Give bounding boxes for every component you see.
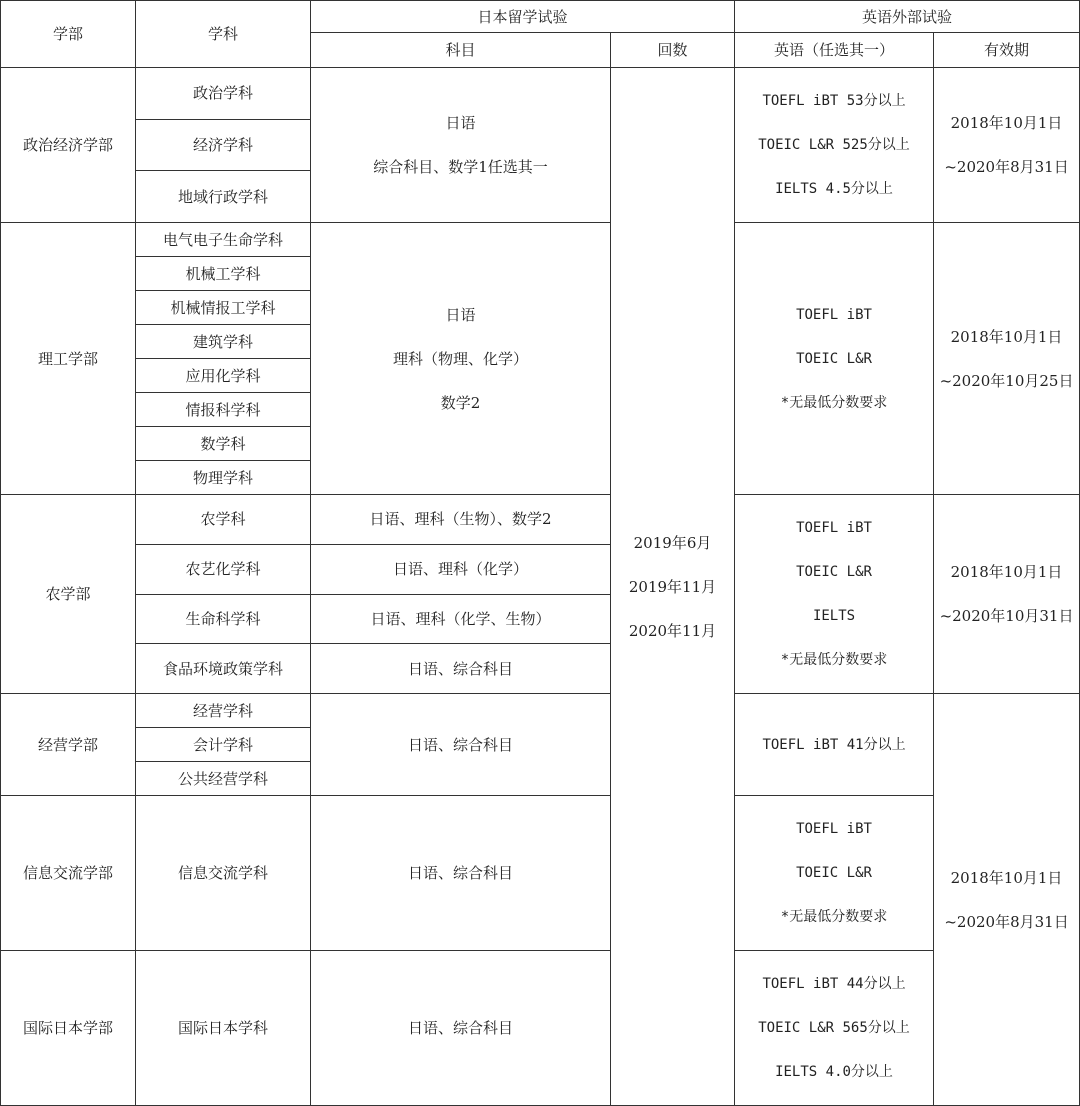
faculty-cell: 国际日本学部 — [1, 951, 136, 1106]
subjects-cell: 日语、综合科目 — [311, 644, 611, 694]
department-cell: 数学科 — [136, 427, 311, 461]
validity-cell — [934, 223, 1080, 495]
validity-line: ~2020年10月25日 — [939, 371, 1074, 390]
faculty-cell: 信息交流学部 — [1, 796, 136, 951]
sessions-cell — [611, 68, 735, 1106]
validity-line: 2018年10月1日 — [950, 327, 1063, 346]
department-cell: 电气电子生命学科 — [136, 223, 311, 257]
english-line: TOEFL iBT — [796, 520, 872, 536]
english-line: TOEFL iBT — [796, 821, 872, 837]
department-cell: 政治学科 — [136, 68, 311, 120]
faculty-cell: 政治经济学部 — [1, 68, 136, 223]
subjects-cell: 日语、理科（化学、生物） — [311, 594, 611, 644]
department-cell: 信息交流学科 — [136, 796, 311, 951]
department-cell: 国际日本学科 — [136, 951, 311, 1106]
header-department: 学科 — [136, 1, 311, 68]
header-english-test: 英语（任选其一） — [735, 33, 934, 68]
faculty-cell: 农学部 — [1, 495, 136, 694]
header-faculty: 学部 — [1, 1, 136, 68]
english-line: *无最低分数要求 — [780, 909, 888, 925]
english-line: IELTS 4.5分以上 — [775, 181, 893, 197]
department-cell: 物理学科 — [136, 461, 311, 495]
english-requirement-cell — [735, 796, 934, 951]
header-eju-subjects: 科目 — [311, 33, 611, 68]
validity-line: 2018年10月1日 — [950, 114, 1063, 132]
faculty-cell: 理工学部 — [1, 223, 136, 495]
subjects-line: 日语 — [445, 305, 476, 324]
department-cell: 农艺化学科 — [136, 544, 311, 594]
subjects-line: 日语 — [445, 114, 476, 132]
department-cell: 情报科学科 — [136, 393, 311, 427]
english-line: IELTS 4.0分以上 — [775, 1064, 893, 1080]
session-line: 2019年6月 — [633, 533, 712, 552]
department-cell: 机械工学科 — [136, 257, 311, 291]
english-line: TOEIC L&R — [796, 564, 872, 580]
department-cell: 应用化学科 — [136, 359, 311, 393]
subjects-line: 综合科目、数学1任选其一 — [373, 158, 548, 176]
subjects-cell — [311, 223, 611, 495]
validity-line: ~2020年8月31日 — [944, 158, 1069, 176]
english-line: TOEIC L&R — [796, 350, 872, 367]
department-cell: 农学科 — [136, 495, 311, 545]
department-cell: 经营学科 — [136, 694, 311, 728]
header-english: 英语外部试验 — [735, 1, 1080, 33]
english-line: *无最低分数要求 — [780, 652, 888, 668]
department-cell: 地域行政学科 — [136, 171, 311, 223]
subjects-line: 数学2 — [440, 393, 481, 412]
department-cell: 生命科学科 — [136, 594, 311, 644]
subjects-line: 理科（物理、化学） — [392, 349, 528, 368]
header-eju: 日本留学试验 — [311, 1, 735, 33]
validity-cell — [934, 68, 1080, 223]
department-cell: 会计学科 — [136, 728, 311, 762]
header-validity: 有效期 — [934, 33, 1080, 68]
english-line: TOEIC L&R 565分以上 — [758, 1020, 910, 1036]
validity-cell — [934, 495, 1080, 694]
subjects-cell — [311, 68, 611, 223]
header-eju-sessions: 回数 — [611, 33, 735, 68]
english-line: TOEFL iBT 53分以上 — [762, 93, 906, 109]
validity-cell — [934, 694, 1080, 1106]
english-line: TOEFL iBT — [796, 306, 872, 323]
department-cell: 机械情报工学科 — [136, 291, 311, 325]
validity-line: ~2020年10月31日 — [939, 607, 1074, 625]
validity-line: ~2020年8月31日 — [944, 912, 1069, 931]
english-line: TOEIC L&R — [796, 865, 872, 881]
english-line: *无最低分数要求 — [780, 394, 888, 411]
subjects-cell: 日语、综合科目 — [311, 951, 611, 1106]
english-line: TOEFL iBT 44分以上 — [762, 976, 906, 992]
english-line: IELTS — [812, 608, 856, 624]
subjects-cell: 日语、综合科目 — [311, 796, 611, 951]
department-cell: 公共经营学科 — [136, 762, 311, 796]
english-line: TOEIC L&R 525分以上 — [758, 137, 910, 153]
department-cell: 建筑学科 — [136, 325, 311, 359]
subjects-cell: 日语、理科（生物）、数学2 — [311, 495, 611, 545]
department-cell: 食品环境政策学科 — [136, 644, 311, 694]
english-requirement-cell — [735, 223, 934, 495]
english-requirement-cell — [735, 951, 934, 1106]
department-cell: 经济学科 — [136, 119, 311, 171]
english-requirement-cell — [735, 68, 934, 223]
subjects-cell: 日语、综合科目 — [311, 694, 611, 796]
session-line: 2020年11月 — [628, 621, 717, 640]
validity-line: 2018年10月1日 — [950, 868, 1063, 887]
english-requirement-cell: TOEFL iBT 41分以上 — [735, 694, 934, 796]
faculty-cell: 经营学部 — [1, 694, 136, 796]
subjects-cell: 日语、理科（化学） — [311, 544, 611, 594]
validity-line: 2018年10月1日 — [950, 563, 1063, 581]
session-line: 2019年11月 — [628, 577, 717, 596]
english-requirement-cell — [735, 495, 934, 694]
